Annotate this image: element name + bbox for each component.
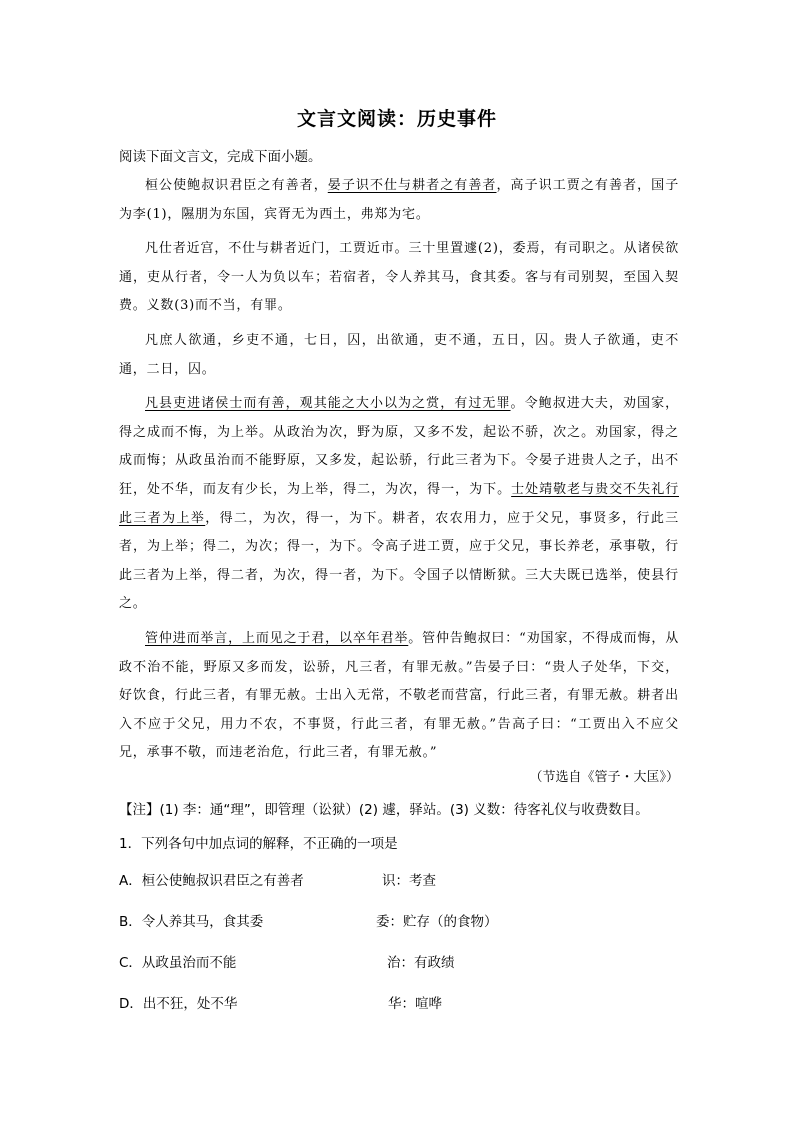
option-a-text: A．桓公使鲍叔识君臣之有善者 [119, 873, 304, 889]
classical-chinese-passage [119, 172, 679, 774]
passage-paragraph [119, 235, 679, 321]
passage-text: ，得二，为次，得一，为下。耕者，农农用力，应于父兄，事贤多，行此三者，为上举；得二，为次；得一，为下。令高子进工贾，应于父兄，事长养老，承事敬，行此三者为上举，得二者，为次，得一者，为下。令国子以情断狱。三大夫既已选举，使县行之。 [119, 510, 679, 612]
option-a-explanation: 识：考查 [382, 873, 436, 889]
passage-text: 凡仕者近宫，不仕与耕者近门，工贾近市。三十里置遽(2)，委焉，有司职之。从诸侯欲通，吏从行者，令一人为负以车；若宿者，令人养其马，食其委。客与有司别契，至国入契费。义数(3)而不当，有罪。 [119, 241, 679, 314]
option-c-text: C．从政虽治而不能 [119, 955, 237, 971]
option-c[interactable] [119, 951, 679, 971]
passage-text: 。管仲告鲍叔曰：“劝国家，不得成而悔，从政不治不能，野原又多而发，讼骄，凡三者，有罪无赦。”告晏子曰：“贵人子处华，下交，好饮食，行此三者，有罪无赦。士出入无常，不敬老而营富，行此三者，有罪无赦。耕者出入不应于父兄，用力不农，不事贤，行此三者，有罪无赦。”告高子曰：“工贾出入不应父兄，承事不敬，而违老治危，行此三者，有罪无赦。” [119, 630, 679, 761]
option-a[interactable] [119, 869, 679, 889]
page-title: 文言文阅读：历史事件 [296, 108, 497, 130]
underlined-sentence: 凡县吏进诸侯士而有善，观其能之大小以为之赏，有过无罪 [145, 396, 511, 412]
passage-paragraph [119, 172, 679, 229]
underlined-sentence: 士处靖敬老与贵交不失礼行此三者为上举 [119, 481, 679, 526]
passage-text: ，高子识工贾之有善者，国子为李(1)，隰朋为东国，宾胥无为西土，弗郑为宅。 [119, 178, 679, 222]
option-d-text: D．出不狂，处不华 [119, 996, 238, 1012]
passage-text: 桓公使鲍叔识君臣之有善者， [145, 178, 328, 193]
option-d[interactable] [119, 992, 679, 1012]
passage-paragraph [119, 327, 679, 384]
option-d-explanation: 华：喧哗 [388, 996, 442, 1012]
underlined-sentence: 管仲进而举言，上而见之于君，以卒年君举 [145, 630, 409, 646]
underlined-sentence: 晏子识不仕与耕者之有善者 [327, 178, 497, 193]
annotation-note: 【注】(1) 李：通“理”，即管理（讼狱）(2) 遽，驿站。(3) 义数：待客礼仪与收费数目。 [119, 802, 649, 818]
passage-text: 凡庶人欲通，乡吏不通，七日，囚，出欲通，吏不通，五日，囚。贵人子欲通，吏不通，二日，囚。 [119, 332, 679, 377]
passage-paragraph [119, 625, 679, 768]
option-c-explanation: 治：有政绩 [387, 955, 455, 971]
option-b-text: B．令人养其马，食其委 [119, 914, 264, 930]
option-b-explanation: 委：贮存（的食物） [376, 914, 498, 930]
question-stem: 1．下列各句中加点词的解释，不正确的一项是 [119, 836, 398, 852]
instruction-text: 阅读下面文言文，完成下面小题。 [119, 149, 322, 165]
source-citation: （节选自《管子・大匡》） [529, 770, 679, 785]
option-b[interactable] [119, 910, 679, 930]
passage-paragraph [119, 390, 679, 619]
passage-text: 。令鲍叔进大夫，劝国家，得之成而不悔，为上举。从政治为次，野为原，又多不发，起讼不骄，次之。劝国家，得之成而悔；从政虽治而不能野原，又多发，起讼骄，行此三者为下。令晏子进贵人之子，出不狂，处不华，而友有少长，为上举，得二，为次，得一，为下。 [119, 396, 679, 497]
